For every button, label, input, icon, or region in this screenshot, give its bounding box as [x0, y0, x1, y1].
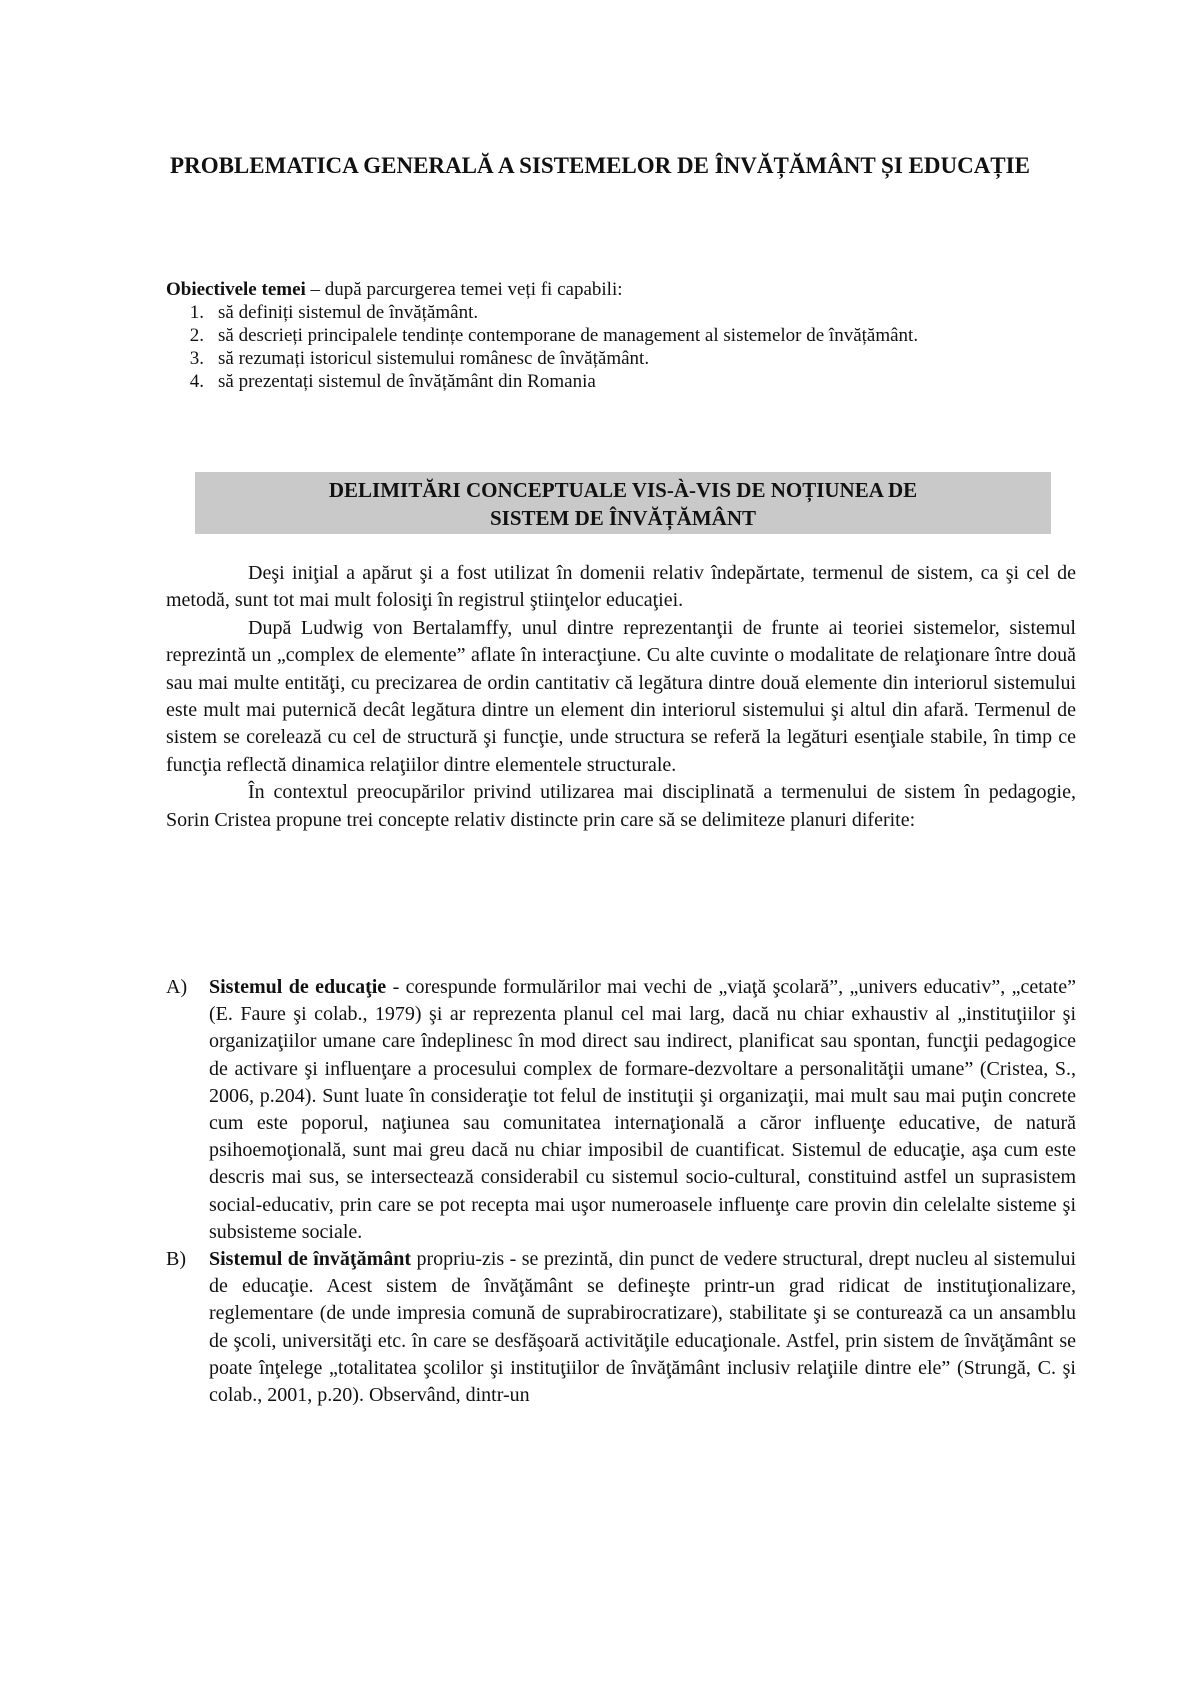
list-item-text: să definiți sistemul de învățământ.	[218, 302, 479, 323]
paragraph: După Ludwig von Bertalamffy, unul dintre reprezentanţii de frunte ai teoriei sistemelor, sistemul reprezintă un „complex de elemente” aflate în interacţiune. Cu alte cuvinte o modalitate de relaţionare între două sau mai multe entităţi, cu precizarea de ordin cantitativ că legătura dintre două elemente din interiorul sistemului este mult mai puternică decât legătura dintre un element din interiorul sistemului şi altul din afară. Termenul de sistem se corelează cu cel de structură şi funcţie, unde structura se referă la legături esenţiale stabile, în timp ce funcţia reflectă dinamica relaţiilor dintre elementele structurale.	[166, 616, 1076, 776]
item-term: Sistemul de educaţie	[209, 976, 387, 998]
section-heading-line-1: DELIMITĂRI CONCEPTUALE VIS-À-VIS DE NOȚIUNEA DE	[328, 478, 918, 502]
paragraph: Deşi iniţial a apărut şi a fost utilizat în domenii relativ îndepărtate, termenul de sistem, ca şi cel de metodă, sunt tot mai mult folosiţi în registrul ştiinţelor educaţiei.	[166, 562, 1076, 612]
document-title: PROBLEMATICA GENERALĂ A SISTEMELOR DE ÎNVĂȚĂMÂNT ȘI EDUCAȚIE	[170, 153, 1030, 178]
list-item	[166, 324, 1076, 347]
item-text: propriu-zis - se prezintă, din punct de vedere structural, drept nucleu al sistemului de educaţie. Acest sistem de învăţământ se defineşte printr-un grad ridicat de instituţionalizare, reglementare (de unde impresia comună de suprabirocratizare), stabilitate şi se conturează ca un ansamblu de şcoli, universităţi etc. în care se desfăşoară activităţile educaţionale. Astfel, prin sistem de învăţământ se poate înţelege „totalitatea şcolilor şi instituţiilor de învăţământ inclusiv relaţiile dintre ele” (Strungă, C. şi colab., 2001, p.20). Observând, dintr-un	[209, 1248, 1076, 1407]
list-item	[166, 370, 1076, 393]
item-term: Sistemul de învăţământ	[209, 1248, 412, 1271]
lettered-list	[166, 974, 1076, 1409]
item-letter: A)	[166, 976, 188, 998]
objectives-list	[166, 301, 1076, 393]
list-item-text: să descrieți principalele tendințe contemporane de management al sistemelor de învățământ.	[218, 325, 919, 346]
list-item-text: să rezumați istoricul sistemului românesc de învățământ.	[218, 348, 650, 369]
item-text: - corespunde formulărilor mai vechi de „viaţă şcolară”, „univers educativ”, „cetate” (E. Faure şi colab., 1979) şi ar reprezenta planul cel mai larg, dacă nu chiar exhaustiv al „instituţiilor şi organizaţiilor umane care îndeplinesc în mod direct sau indirect, planificat sau spontan, funcţii pedagogice de activare şi influenţare a procesului complex de formare-dezvoltare a personalităţii umane” (Cristea, S., 2006, p.204). Sunt luate în consideraţie tot felul de instituţii şi organizaţii, mai mult sau mai puţin concrete cum este poporul, naţiunea sau comunitatea internaţională a căror influenţe educative, de natură psihoemoţională, sunt mai greu dacă nu chiar imposibil de cuantificat. Sistemul de educaţie, aşa cum este descris mai sus, se intersectează considerabil cu sistemul socio-cultural, constituind astfel un suprasistem social-educativ, prin care se pot recepta mai uşor numeroasele influenţe care provin din celelalte sisteme şi subsisteme sociale.	[209, 976, 1076, 1243]
objectives-intro	[166, 278, 1076, 301]
body-text	[166, 560, 1076, 834]
paragraph: În contextul preocupărilor privind utilizarea mai disciplinată a termenului de sistem în pedagogie, Sorin Cristea propune trei concepte relativ distincte prin care să se delimiteze planuri diferite:	[166, 781, 1076, 831]
list-item-number: 2.	[189, 325, 204, 346]
objectives-block	[166, 278, 1076, 393]
lettered-item-a	[166, 974, 1076, 1246]
section-heading	[195, 472, 1051, 534]
list-item-number: 3.	[189, 348, 204, 369]
list-item	[166, 301, 1076, 324]
list-item	[166, 347, 1076, 370]
objectives-label: Obiectivele temei	[166, 279, 306, 300]
list-item-text: să prezentați sistemul de învățământ din Romania	[218, 371, 596, 392]
item-letter: B)	[166, 1248, 186, 1271]
list-item-number: 1.	[189, 302, 204, 323]
lettered-item-b	[166, 1246, 1076, 1409]
section-heading-line-2: SISTEM DE ÎNVĂȚĂMÂNT	[489, 506, 757, 530]
objectives-intro-text: – după parcurgerea temei veți fi capabili:	[305, 279, 623, 300]
list-item-number: 4.	[189, 371, 204, 392]
